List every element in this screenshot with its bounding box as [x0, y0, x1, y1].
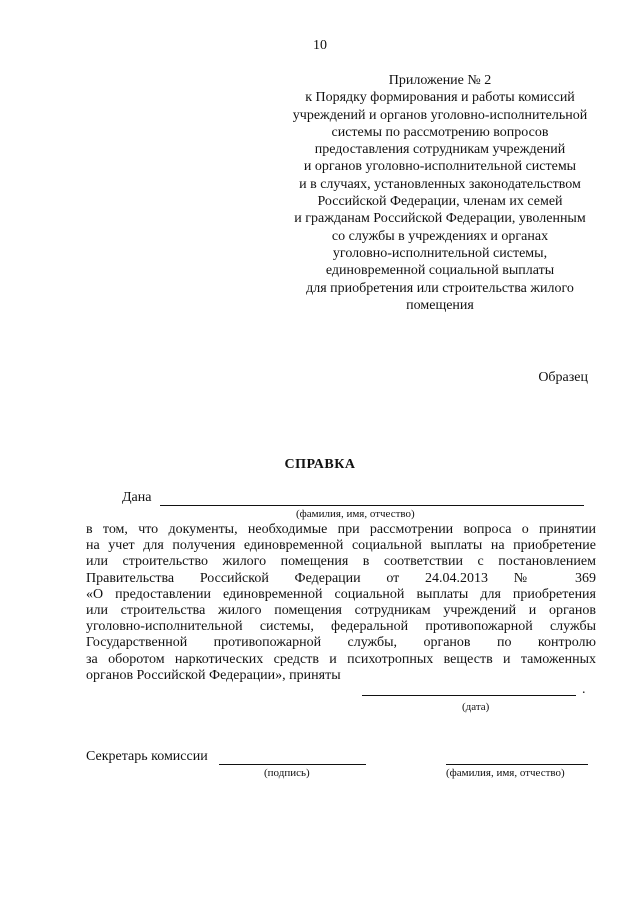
appendix-line: для приобретения или строительства жилого — [306, 280, 574, 296]
appendix-line: и гражданам Российской Федерации, уволенным — [294, 211, 586, 227]
body-line: уголовно-исполнительной системы, федеральной противопожарной службы — [86, 619, 596, 635]
appendix-line: со службы в учреждениях и органах — [331, 228, 549, 244]
body-line: за оборотом наркотических средств и психотропных веществ и таможенных — [86, 651, 596, 667]
body-line: в том, что документы, необходимые при рассмотрении вопроса о принятии — [86, 522, 596, 537]
body-last-line — [86, 668, 596, 684]
body-line: или строительства жилого помещения сотрудникам учреждений и органов — [86, 603, 596, 619]
appendix-line: Российской Федерации, членам их семей — [317, 194, 563, 210]
body-line: Правительства Российской Федерации от 24.04.2013 № 369 — [86, 570, 596, 586]
appendix-line: Приложение № 2 — [388, 73, 492, 88]
appendix-line: уголовно-исполнительной системы, — [332, 245, 548, 261]
page-number: 10 — [313, 38, 327, 53]
body-line: «О предоставлении единовременной социальной выплаты для приобретения — [86, 586, 596, 602]
appendix-header — [270, 72, 610, 314]
appendix-line: единовременной социальной выплаты — [325, 263, 555, 279]
sample-label: Образец — [538, 370, 588, 385]
document-title: СПРАВКА — [284, 457, 356, 472]
date-fill-line[interactable] — [362, 695, 576, 696]
appendix-line: предоставления сотрудникам учреждений — [314, 142, 566, 158]
name-caption: (фамилия, имя, отчество) — [296, 508, 415, 520]
appendix-line: и в случаях, установленных законодательством — [299, 176, 581, 192]
appendix-line: учреждений и органов уголовно-исполнительной — [292, 107, 588, 123]
secretary-name-caption: (фамилия, имя, отчество) — [446, 767, 565, 779]
accepted-text: органов Российской Федерации», приняты — [86, 667, 341, 683]
appendix-line: и органов уголовно-исполнительной системы — [303, 159, 577, 175]
secretary-name-fill-line[interactable] — [446, 764, 588, 765]
name-fill-line[interactable] — [160, 505, 584, 506]
secretary-label: Секретарь комиссии — [86, 749, 208, 764]
body-line: на учет для получения единовременной социальной выплаты на приобретение — [86, 538, 596, 554]
end-period: . — [582, 682, 586, 697]
signature-caption: (подпись) — [264, 767, 310, 779]
body-line: или строительство жилого помещения в соответствии с постановлением — [86, 554, 596, 570]
body-line: Государственной противопожарной службы, органов по контролю — [86, 635, 596, 651]
given-label: Дана — [122, 490, 152, 505]
appendix-line: системы по рассмотрению вопросов — [331, 124, 549, 140]
date-caption: (дата) — [462, 701, 490, 713]
appendix-line: помещения — [406, 297, 474, 313]
signature-fill-line[interactable] — [219, 764, 366, 765]
appendix-line: к Порядку формирования и работы комиссий — [305, 90, 575, 106]
body-text — [86, 522, 596, 684]
